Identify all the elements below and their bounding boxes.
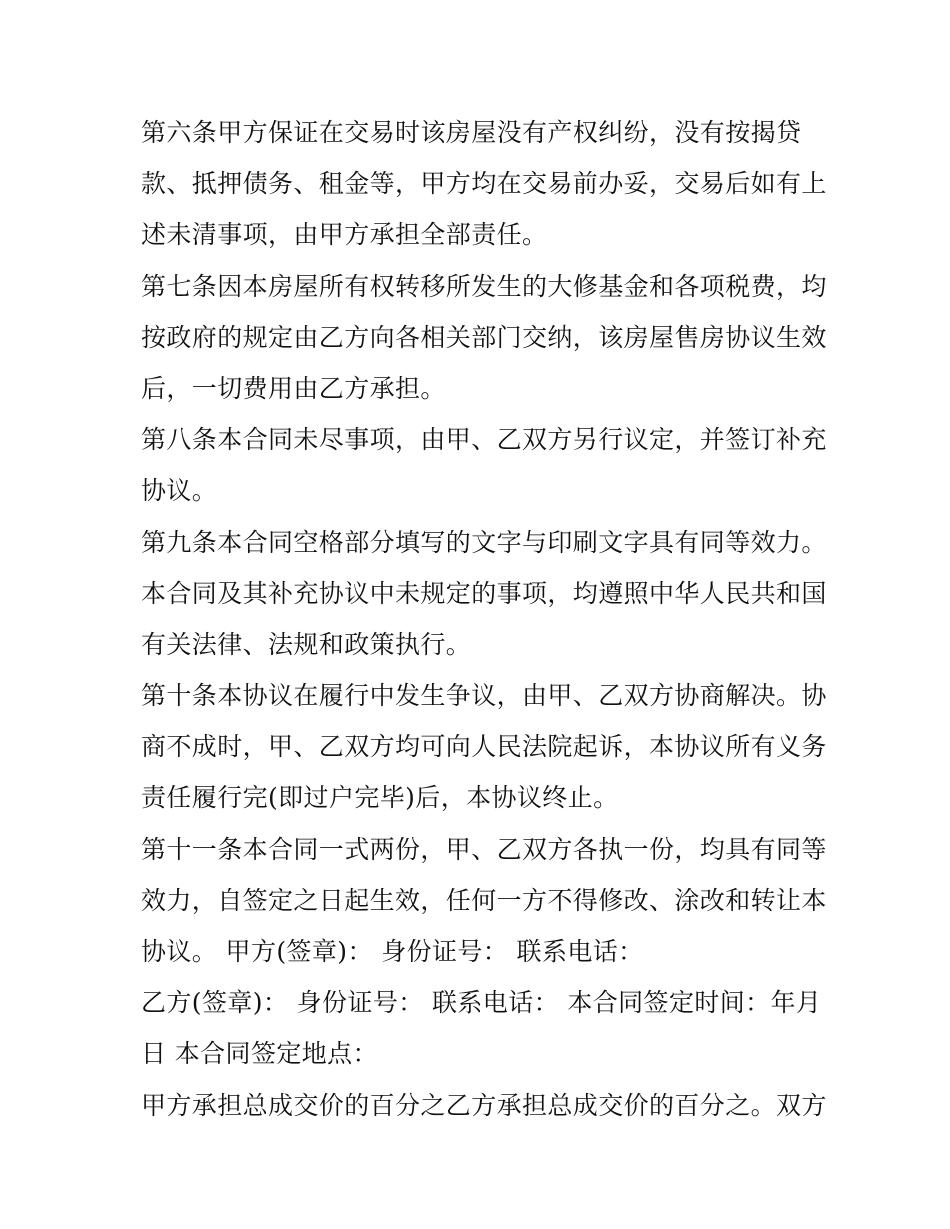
text-line: 效力，自签定之日起生效，任何一方不得修改、涂改和转让本	[141, 885, 827, 915]
text-line: 第九条本合同空格部分填写的文字与印刷文字具有同等效力。	[141, 527, 827, 557]
text-line: 商不成时，甲、乙双方均可向人民法院起诉，本协议所有义务	[141, 732, 827, 762]
contract-body	[141, 107, 827, 1131]
text-line: 责任履行完(即过户完毕)后，本协议终止。	[141, 783, 619, 813]
text-line: 乙方(签章)： 身份证号： 联系电话： 本合同签定时间：年月	[141, 988, 822, 1018]
text-line: 第六条甲方保证在交易时该房屋没有产权纠纷，没有按揭贷	[141, 118, 802, 147]
text-line: 协议。 甲方(签章)： 身份证号： 联系电话：	[141, 937, 644, 966]
text-line: 第十条本协议在履行中发生争议，由甲、乙双方协商解决。协	[141, 681, 827, 711]
text-line: 第八条本合同未尽事项，由甲、乙双方另行议定，并签订补充	[141, 425, 827, 455]
text-line: 款、抵押债务、租金等，甲方均在交易前办妥，交易后如有上	[141, 169, 827, 199]
text-line: 第七条因本房屋所有权转移所发生的大修基金和各项税费，均	[141, 271, 827, 301]
text-line: 日 本合同签定地点：	[141, 1039, 378, 1069]
text-line: 按政府的规定由乙方向各相关部门交纳，该房屋售房协议生效	[141, 322, 827, 352]
text-line: 后，一切费用由乙方承担。	[141, 373, 446, 403]
text-line: 第十一条本合同一式两份，甲、乙双方各执一份，均具有同等	[141, 834, 827, 864]
text-line: 协议。	[141, 476, 218, 506]
text-line: 有关法律、法规和政策执行。	[141, 629, 472, 659]
text-line: 本合同及其补充协议中未规定的事项，均遵照中华人民共和国	[141, 578, 827, 608]
text-line: 述未清事项，由甲方承担全部责任。	[141, 220, 548, 250]
text-line: 甲方承担总成交价的百分之乙方承担总成交价的百分之。双方	[141, 1090, 827, 1120]
